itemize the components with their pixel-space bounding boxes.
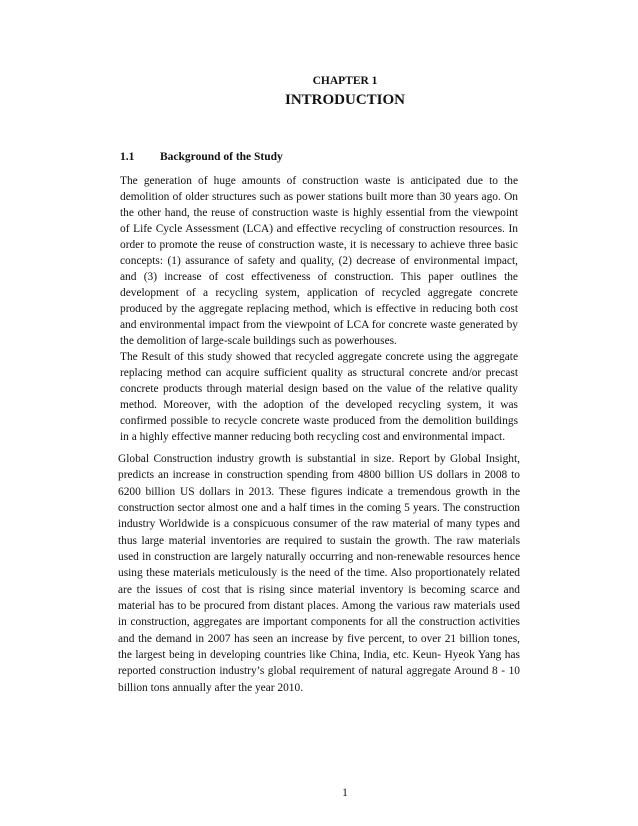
chapter-label: CHAPTER 1 [312,75,378,87]
paragraph-abstract-1: The generation of huge amounts of construction waste is anticipated due to the demolition of older structures such as power stations built more than 30 years ago. On the other hand, the reuse of construction waste is highly essential from the viewpoint of Life Cycle Assessment (LCA) and effective recycling of construction resources. In order to promote the reuse of construction waste, it is necessary to achieve three basic concepts: (1) assurance of safety and quality, (2) decrease of environmental impact, and (3) increase of cost effectiveness of construction. This paper outlines the development of a recycling system, application of recycled aggregate concrete produced by the aggregate replacing method, which is effective in reducing both cost and environmental impact from the viewpoint of LCA for concrete waste generated by the demolition of large-scale buildings such as powerhouses. [120,175,518,348]
section-heading [120,151,283,163]
paragraph-abstract-2: The Result of this study showed that recycled aggregate concrete using the aggregate replacing method can acquire sufficient quality as structural concrete and/or precast concrete products through material design based on the value of the relative quality method. Moreover, with the adoption of the developed recycling system, it was confirmed possible to recycle concrete waste produced from the demolition buildings in a highly effective manner reducing both recycling cost and environmental impact. [120,351,518,444]
chapter-title: INTRODUCTION [284,92,405,108]
page-number: 1 [342,787,348,799]
paragraph-body: Global Construction industry growth is substantial in size. Report by Global Insight, predicts an increase in construction spending from 4800 billion US dollars in 2008 to 6200 billion US dollars in 2013. These figures indicate a tremendous growth in the construction sector almost one and a half times in the coming 5 years. The construction industry Worldwide is a conspicuous consumer of the raw material of many types and thus large material inventories are required to sustain the growth. The raw materials used in construction are largely naturally occurring and non-renewable resources hence using these materials meticulously is the need of the time. Also proportionately related are the issues of cost that is rising since material inventory is becoming scarce and material has to be procured from distant places. Among the various raw materials used in construction, aggregates are important components for all the construction activities and the demand in 2007 has seen an increase by five percent, to over 21 billion tones, the largest being in developing countries like China, India, etc. Keun- Hyeok Yang has reported construction industry’s global requirement of natural aggregate Around 8 - 10 billion tons annually after the year 2010. [118,453,520,694]
section-title: Background of the Study [160,151,283,163]
section-number: 1.1 [120,151,135,163]
